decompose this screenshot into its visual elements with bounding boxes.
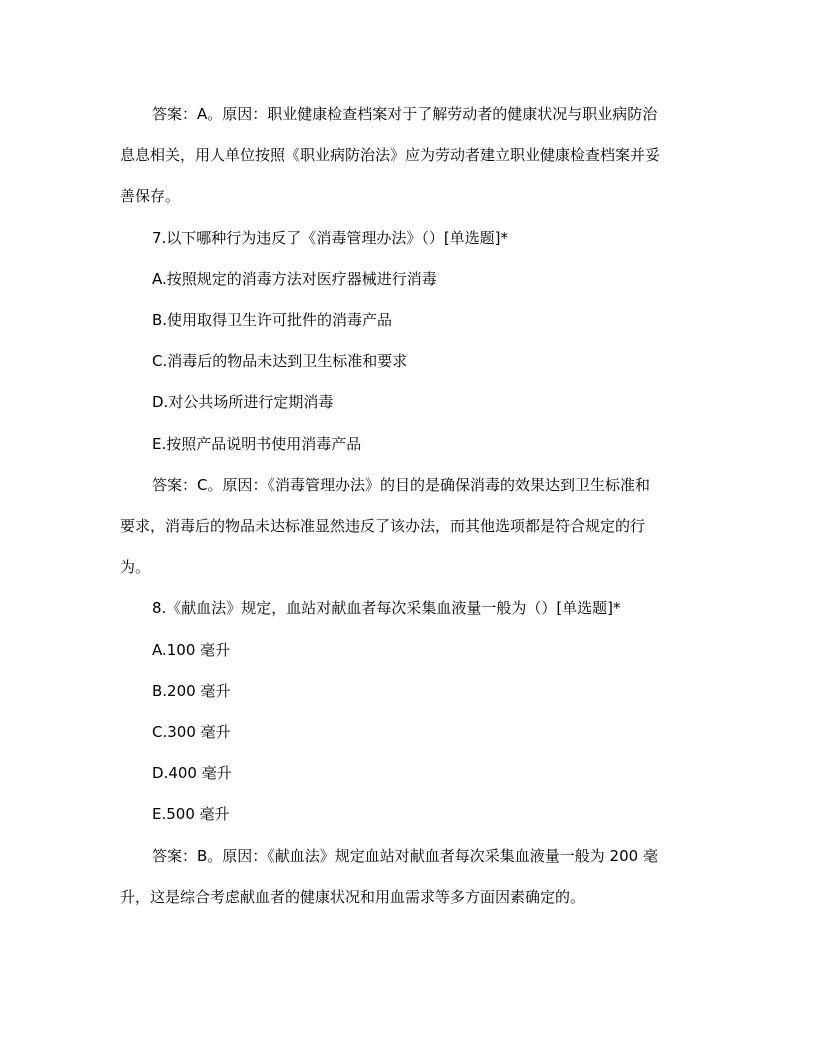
question-7-option-a: A.按照规定的消毒方法对医疗器械进行消毒 — [152, 269, 437, 288]
answer-8-text-1: 答案：B。原因：《献血法》规定血站对献血者每次采集血液量一般为 200 毫 — [152, 846, 658, 865]
question-7-option-b: B.使用取得卫生许可批件的消毒产品 — [152, 311, 393, 330]
answer-7-text-1: 答案：C。原因：《消毒管理办法》的目的是确保消毒的效果达到卫生标准和 — [152, 475, 650, 494]
question-8: 8.《献血法》规定，血站对献血者每次采集血液量一般为（）[单选题]* — [152, 599, 621, 618]
question-8-option-e: E.500 毫升 — [152, 805, 230, 824]
answer-7-line-2: 要求，消毒后的物品未达标准显然违反了该办法，而其他选项都是符合规定的行 — [120, 517, 646, 536]
answer-6-line-2: 息息相关，用人单位按照《职业病防治法》应为劳动者建立职业健康检查档案并妥 — [120, 146, 661, 165]
question-8-option-b: B.200 毫升 — [152, 681, 231, 700]
question-7-option-e: E.按照产品说明书使用消毒产品 — [152, 434, 362, 453]
question-7-option-c: C.消毒后的物品未达到卫生标准和要求 — [152, 352, 408, 371]
question-7: 7.以下哪种行为违反了《消毒管理办法》（）[单选题]* — [152, 228, 509, 247]
answer-8-line-1 — [120, 836, 698, 877]
answer-7-line-3: 为。 — [120, 558, 151, 577]
answer-8-line-2: 升，这是综合考虑献血者的健康状况和用血需求等多方面因素确定的。 — [120, 887, 586, 906]
question-8-option-d: D.400 毫升 — [152, 764, 232, 783]
question-8-option-c: C.300 毫升 — [152, 723, 231, 742]
question-8-option-a: A.100 毫升 — [152, 640, 231, 659]
question-7-option-d: D.对公共场所进行定期消毒 — [152, 393, 334, 412]
document-body — [120, 94, 698, 918]
answer-7-line-1 — [120, 465, 698, 506]
answer-6-line-1 — [120, 94, 698, 135]
answer-6-text-1: 答案：A。原因：职业健康检查档案对于了解劳动者的健康状况与职业病防治 — [152, 105, 658, 123]
answer-6-line-3: 善保存。 — [120, 187, 181, 206]
